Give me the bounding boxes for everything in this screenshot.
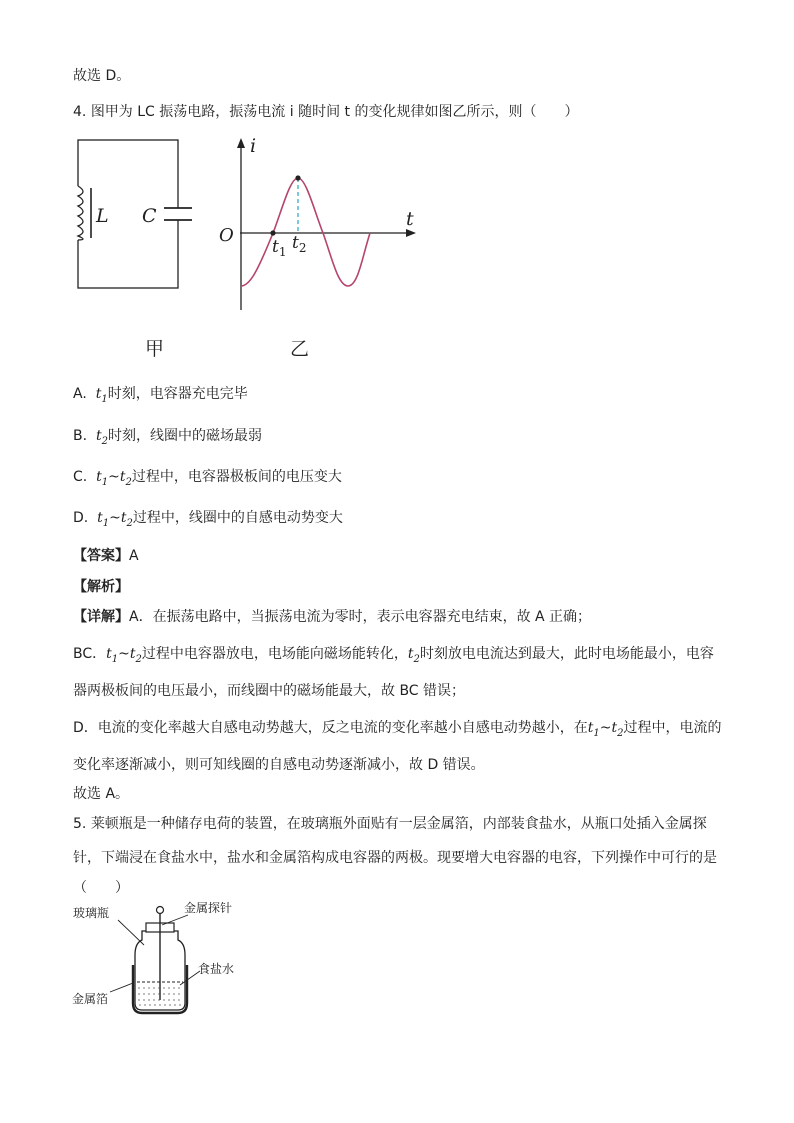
q4-number: 4. xyxy=(73,104,87,120)
q5-stem-line-3: （ ） xyxy=(73,880,129,896)
q5-stem-line-1: 5. 莱顿瓶是一种储存电荷的装置，在玻璃瓶外面贴有一层金属箔，内部装食盐水，从瓶口处插入金属探 xyxy=(73,816,707,832)
detail-line-2: BC．$t_1\sim t_2$过程中电容器放电，电场能向磁场能转化，$t_2$时刻放电电流达到最大，此时电场能最小，电容 xyxy=(73,646,714,665)
option-c-interval: $t_1\sim t_2$ xyxy=(96,469,132,488)
figure-leyden-jar xyxy=(60,895,300,1020)
figure-it-graph xyxy=(210,130,430,370)
label-glass-jar: 玻璃瓶 xyxy=(73,906,110,920)
option-b-text: 时刻，线圈中的磁场最弱 xyxy=(107,428,262,444)
inductor-label: L xyxy=(96,205,109,227)
option-c[interactable] xyxy=(73,467,342,493)
answer-value: A xyxy=(129,548,139,564)
t1-point xyxy=(270,230,275,235)
detail-text-1: A．在振荡电路中，当振荡电流为零时，表示电容器充电结束，故 A 正确； xyxy=(129,609,592,625)
label-metal-probe: 金属探针 xyxy=(184,901,233,915)
option-d-letter: D. xyxy=(73,510,89,526)
detail-line-1 xyxy=(73,607,591,627)
t2-label: $t_2$ xyxy=(292,233,307,255)
capacitor-label: C xyxy=(142,205,157,227)
label-metal-foil: 金属箔 xyxy=(72,992,109,1006)
option-d[interactable] xyxy=(73,508,343,534)
q4-stem xyxy=(73,102,578,122)
detail-2-interval: $t_1\sim t_2$ xyxy=(106,646,142,665)
probe-knob xyxy=(157,907,164,914)
origin-label: O xyxy=(219,225,234,246)
detail-2-t2: $t_2$ xyxy=(407,646,420,665)
peak-point xyxy=(295,175,300,180)
circuit-wire xyxy=(78,140,178,288)
option-a[interactable] xyxy=(73,384,248,410)
t-axis-arrow xyxy=(406,229,416,237)
figure-jia-caption: 甲 xyxy=(145,338,165,360)
option-d-interval: $t_1\sim t_2$ xyxy=(97,510,133,529)
figure-yi-caption: 乙 xyxy=(290,338,310,360)
option-b-t2: $t_2$ xyxy=(95,428,108,447)
label-salt-water: 食盐水 xyxy=(198,962,235,976)
option-b-letter: B. xyxy=(73,428,88,444)
q5-stem-line-2: 针，下端浸在食盐水中，盐水和金属箔构成电容器的两极。现要增大电容器的电容，下列操作中可行的是 xyxy=(73,850,717,866)
t1-label: $t_1$ xyxy=(272,237,287,259)
option-c-letter: C. xyxy=(73,469,88,485)
option-a-letter: A. xyxy=(73,386,87,402)
analysis-label: 【解析】 xyxy=(73,579,129,595)
i-axis-arrow xyxy=(237,138,245,148)
q4-stem-text: 图甲为 LC 振荡电路，振荡电流 i 随时间 t 的变化规律如图乙所示，则（ ） xyxy=(90,104,579,120)
answer-label: 【答案】 xyxy=(73,548,129,564)
option-a-t1: $t_1$ xyxy=(95,386,108,405)
q5-number: 5. xyxy=(73,816,87,832)
option-c-text: 过程中，电容器极板间的电压变大 xyxy=(131,469,342,485)
detail-line-3: 器两极板间的电压最小，而线圈中的磁场能最大，故 BC 错误； xyxy=(73,683,466,699)
conclusion: 故选 A。 xyxy=(73,786,130,802)
i-axis-label: i xyxy=(250,135,257,157)
answer-line xyxy=(73,546,139,566)
detail-line-4: D．电流的变化率越大自感电动势越大，反之电流的变化率越小自感电动势越小，在$t_1\sim t_2$过程中，电流的 xyxy=(73,720,722,739)
option-d-text: 过程中，线圈中的自感电动势变大 xyxy=(132,510,343,526)
detail-line-5: 变化率逐渐减小，则可知线圈的自感电动势逐渐减小，故 D 错误。 xyxy=(73,757,485,773)
current-curve xyxy=(241,178,370,286)
previous-answer: 故选 D。 xyxy=(73,68,131,84)
figure-lc-circuit xyxy=(60,130,220,370)
option-a-text: 时刻，电容器充电完毕 xyxy=(107,386,248,402)
t-axis-label: t xyxy=(406,208,414,230)
detail-4-interval: $t_1\sim t_2$ xyxy=(587,720,624,739)
option-b[interactable] xyxy=(73,426,262,452)
detail-label: 【详解】 xyxy=(73,609,129,625)
